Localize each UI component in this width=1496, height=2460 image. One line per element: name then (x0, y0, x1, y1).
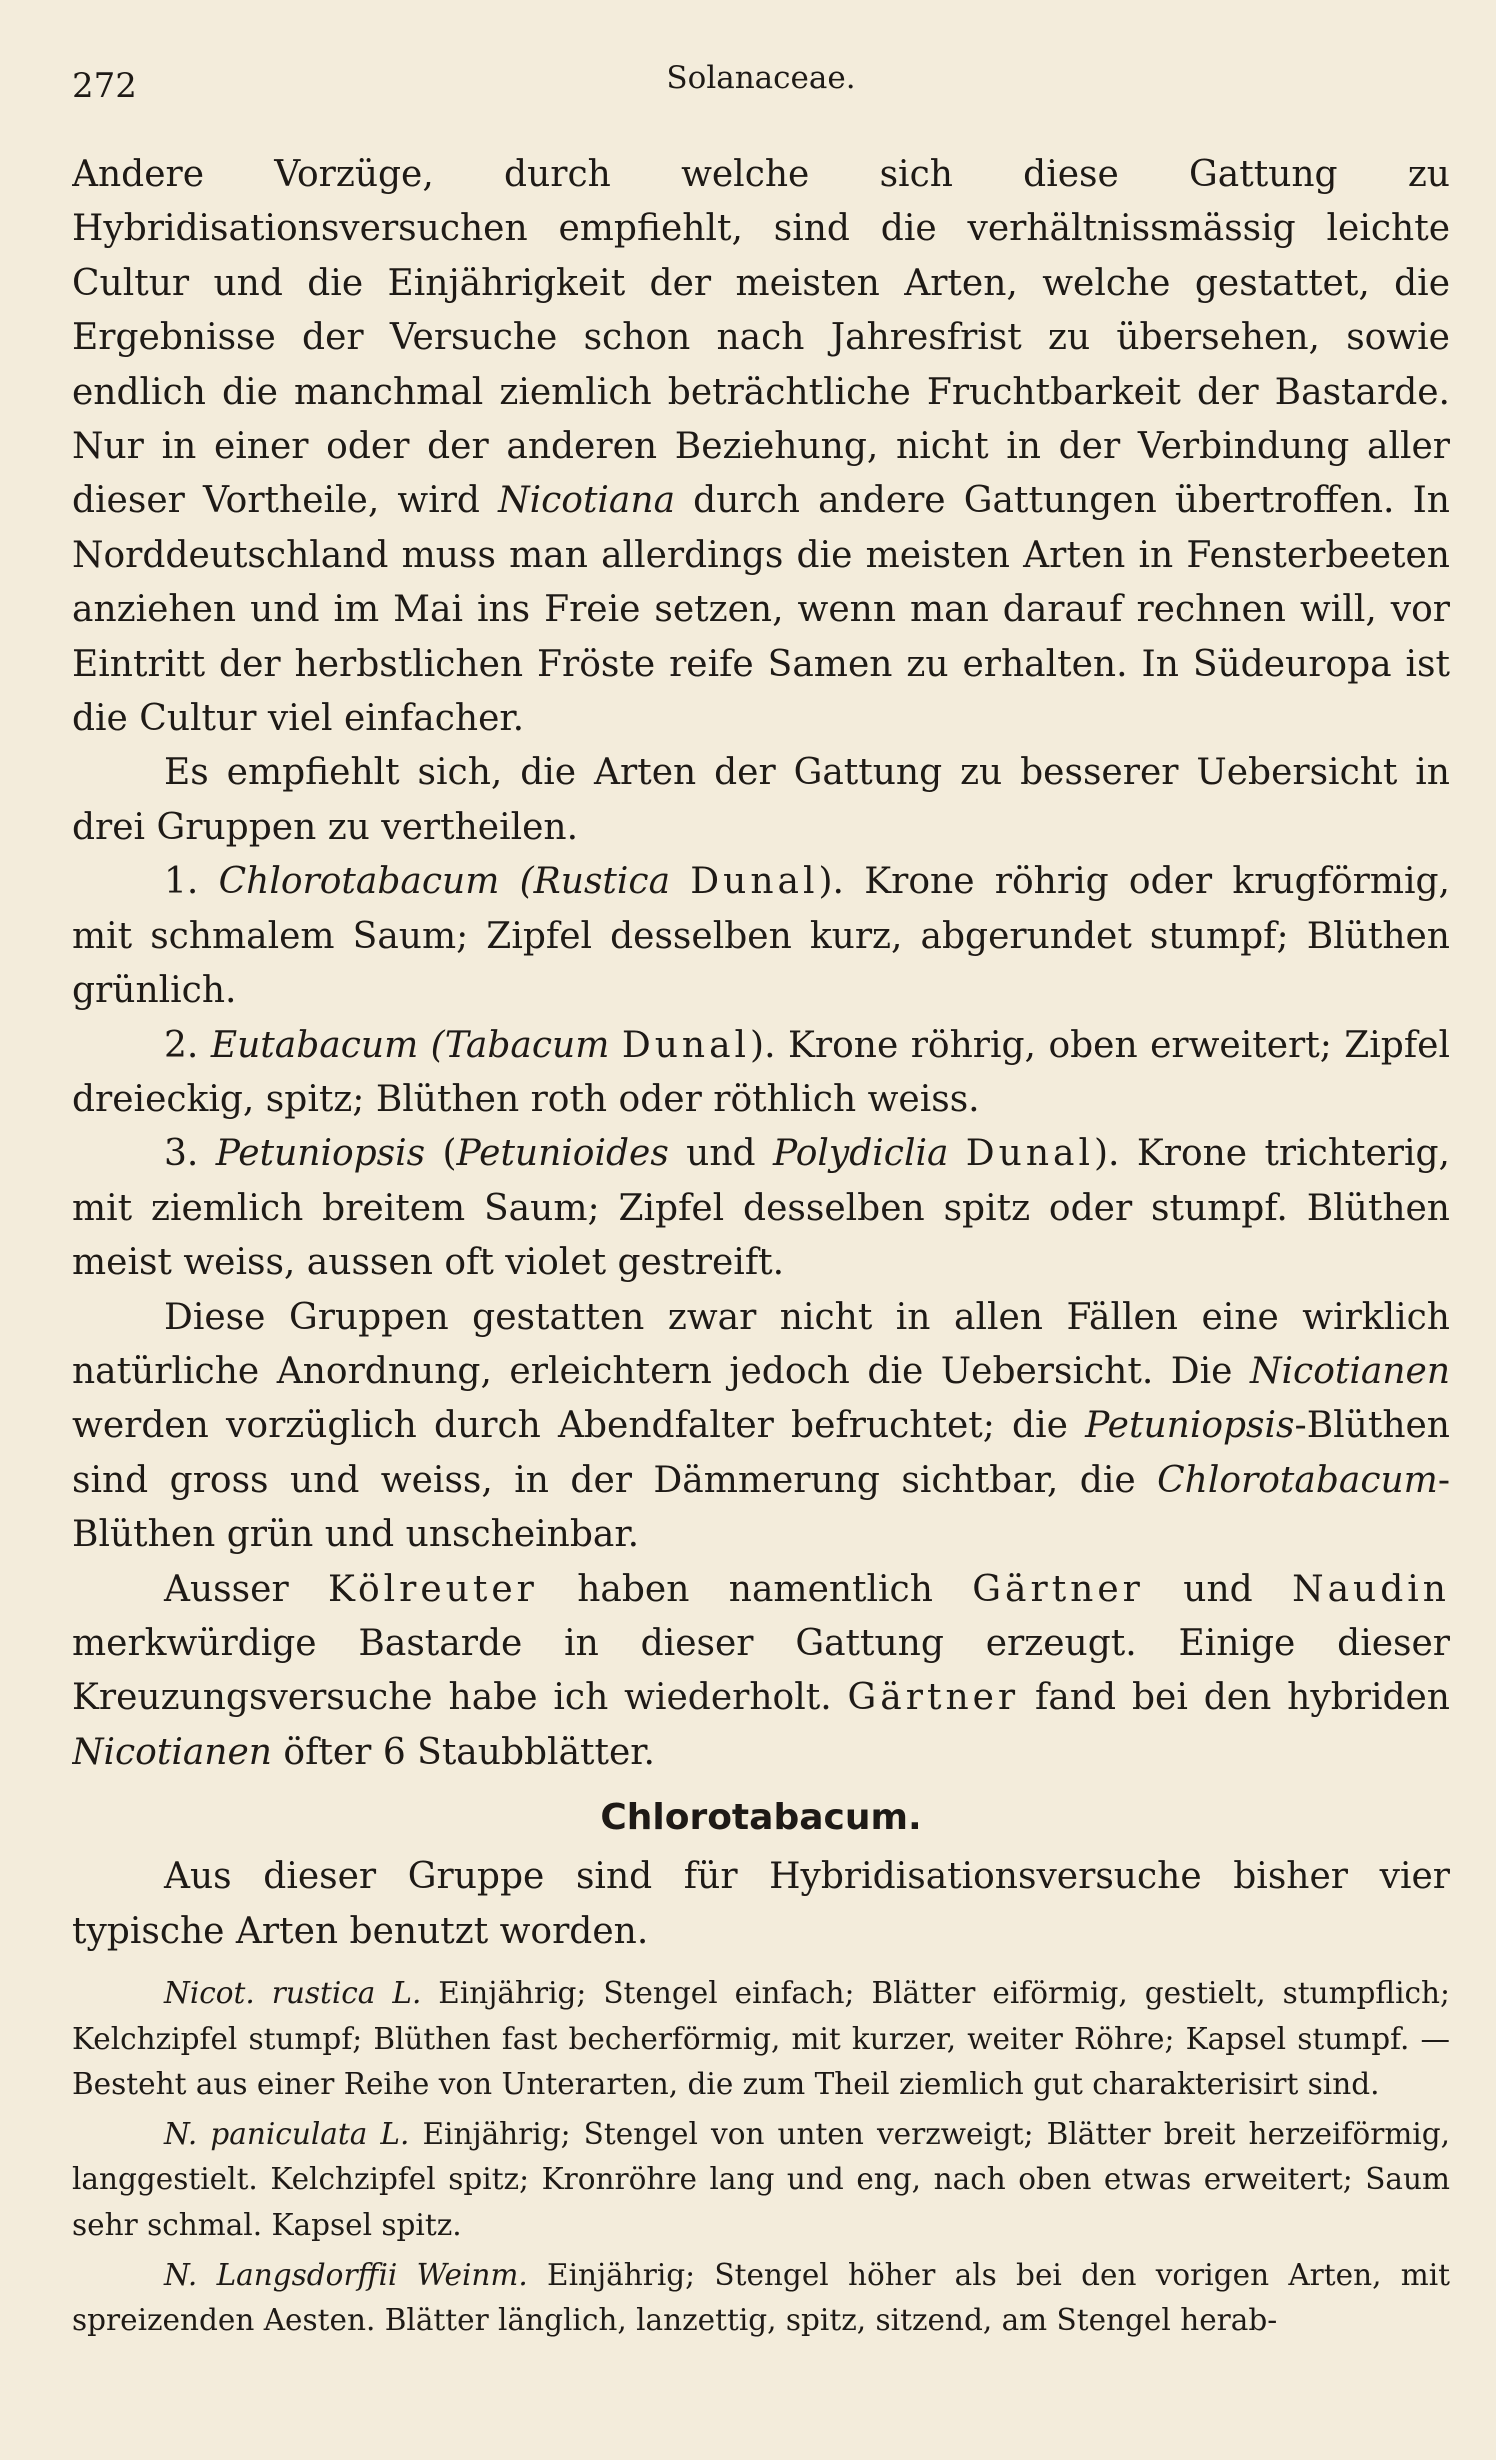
group-description: ). Krone trichterig, mit ziemlich breitem Saum; Zipfel desselben spitz oder stumpf. Blüthen meist weiss, aussen oft violet gestreift. (72, 1133, 1450, 1284)
section-heading: Chlorotabacum. (600, 1797, 922, 1839)
text-run: durch andere Gattungen übertroffen. In Norddeutschland muss man allerdings die meisten Arten in Fensterbeeten anziehen und im Mai ins Freie setzen, wenn man darauf rechnen will, vor Eintritt der herbstlichen Fröste reife Samen zu erhalten. In Südeuropa ist die Cultur viel einfacher. (72, 480, 1450, 740)
group-number: 3. (164, 1133, 216, 1175)
group-item-2 (72, 1019, 1450, 1128)
group-name: Petuniopsis (215, 1133, 426, 1175)
group-number: 1. (164, 861, 219, 903)
species-description: Einjährig; Stengel von unten verzweigt; Blätter breit herzeiförmig, langgestielt. Kelchzipfel spitz; Kronröhre lang und eng, nach oben etwas erweitert; Saum sehr schmal. Kapsel spitz. (72, 2116, 1450, 2242)
species-list (72, 1971, 1450, 2344)
text-run: ( (425, 1133, 457, 1175)
text-run: Diese Gruppen gestatten zwar nicht in allen Fällen eine wirklich natürliche Anordnung, erleichtern jedoch die Uebersicht. Die (72, 1296, 1450, 1392)
book-page (72, 58, 1450, 2438)
author-spacer (609, 1025, 621, 1066)
species-name: N. paniculata L. (164, 2116, 410, 2151)
text-run: -Blüthen sind gross und weiss, in der Dämmerung sichtbar, die (72, 1405, 1450, 1501)
text-run: fand bei den hybriden (1019, 1677, 1450, 1719)
author-name: Dunal (690, 861, 819, 903)
running-title: Solanaceae. (666, 60, 856, 96)
text-run: und (668, 1133, 773, 1175)
text-run: Andere Vorzüge, durch welche sich diese Gattung zu Hybridisationsversuchen empfiehlt, sind die verhältnissmässig leichte Cultur und die Einjährigkeit der meisten Arten, welche gestattet, die Ergebnisse der Versuche schon nach Jahresfrist zu übersehen, sowie endlich die manchmal ziemlich beträchtliche Fruchtbarkeit der Bastarde. Nur in einer oder der anderen Beziehung, nicht in der Verbindung aller dieser Vortheile, wird (72, 154, 1450, 522)
group-description: ). Krone röhrig oder krugförmig, mit schmalem Saum; Zipfel desselben kurz, abgerundet stumpf; Blüthen grünlich. (72, 861, 1450, 1012)
text-run: haben namentlich (537, 1568, 973, 1610)
author-name: Dunal (621, 1024, 751, 1066)
main-text (72, 148, 1450, 1959)
author-spacer (670, 861, 690, 902)
paragraph-hybridizers (72, 1563, 1450, 1781)
species-entry (72, 2112, 1450, 2249)
italic-term: Petuniopsis (1085, 1405, 1295, 1447)
text-run: Ausser (164, 1568, 329, 1610)
italic-genus-name: Nicotiana (498, 480, 676, 522)
author-spacer (948, 1133, 965, 1174)
page-number: 272 (72, 66, 137, 106)
spaced-name: Kölreuter (328, 1568, 538, 1610)
paragraph-cultivation (72, 148, 1450, 746)
group-name: Chlorotabacum (Rustica (218, 861, 671, 903)
group-synonym: Polydiclia (772, 1133, 949, 1175)
species-description: Einjährig; Stengel höher als bei den vorigen Arten, mit spreizenden Aesten. Blätter länglich, lanzettig, spitz, sitzend, am Stengel herab- (72, 2257, 1450, 2338)
text-run: merkwürdige Bastarde in dieser Gattung erzeugt. Einige dieser Kreuzungsversuche habe ich wiederholt. (72, 1622, 1450, 1719)
group-description: ). Krone röhrig, oben erweitert; Zipfel dreieckig, spitz; Blüthen roth oder röthlich weiss. (72, 1024, 1450, 1120)
running-head (72, 58, 1450, 118)
group-item-1 (72, 855, 1450, 1018)
species-description: Einjährig; Stengel einfach; Blätter eiförmig, gestielt, stumpflich; Kelchzipfel stumpf; Blüthen fast becherförmig, mit kurzer, weiter Röhre; Kapsel stumpf. — Besteht aus einer Reihe von Unterarten, die zum Theil ziemlich gut charakterisirt sind. (72, 1976, 1450, 2102)
text-run: -Blüthen grün und unscheinbar. (72, 1459, 1450, 1556)
species-name: Nicot. rustica L. (164, 1976, 422, 2010)
text-run: werden vorzüglich durch Abendfalter befruchtet; die (72, 1405, 1086, 1447)
group-number: 2. (164, 1024, 211, 1066)
author-name: Dunal (965, 1133, 1095, 1175)
group-synonym: Petunioides (456, 1133, 669, 1175)
spaced-name: Naudin (1292, 1568, 1450, 1610)
spaced-name: Gärtner (972, 1568, 1144, 1610)
species-name: N. Langsdorffii Weinm. (164, 2257, 528, 2292)
spaced-name: Gärtner (847, 1677, 1020, 1719)
text-run: und (1143, 1568, 1293, 1610)
text-run: Es empfiehlt sich, die Arten der Gattung zu besserer Uebersicht in drei Gruppen zu vertheilen. (72, 752, 1450, 848)
text-run: öfter 6 Staubblätter. (271, 1731, 655, 1773)
group-item-3 (72, 1127, 1450, 1290)
paragraph-section-intro (72, 1850, 1450, 1959)
text-run: Aus dieser Gruppe sind für Hybridisationsversuche bisher vier typische Arten benutzt worden. (72, 1856, 1450, 1952)
species-entry (72, 2253, 1450, 2344)
italic-term: Nicotianen (72, 1731, 272, 1773)
species-entry (72, 1971, 1450, 2108)
italic-term: Nicotianen (1250, 1350, 1450, 1392)
paragraph-groups-intro (72, 746, 1450, 855)
group-name: Eutabacum (Tabacum (210, 1024, 610, 1066)
paragraph-pollination (72, 1291, 1450, 1563)
italic-term: Chlorotabacum (1157, 1459, 1438, 1501)
